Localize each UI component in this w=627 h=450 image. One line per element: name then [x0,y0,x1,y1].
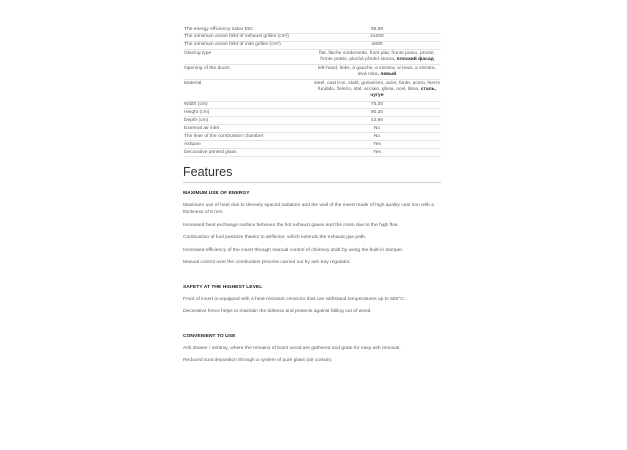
spec-row-height [183,109,441,117]
spec-value-bold: сталь, чугун [370,87,437,99]
spec-label: The energy efficiency index EEI [184,26,253,32]
spec-label: The liner of the combustion chamber [184,133,264,139]
spec-value: No [373,125,381,131]
feature-paragraph: Manual control over the combustion process carried out by ash tray regulator. [183,260,351,266]
spec-value-text: left-hand, links, à gauche, a sinistra, w lewo, a sinistra, levá ruka, [318,66,436,77]
feature-paragraph: Reduced soot deposition through a system of pure glass (air curtain). [183,358,333,364]
spec-value: Yes [373,141,381,147]
spec-row-material [183,80,441,101]
spec-row-eei [183,26,441,33]
spec-row-combustion-liner [183,133,441,141]
spec-label: The minimum active field of exhaust grilles (cm²) [184,34,289,40]
spec-value: Yes [373,149,381,155]
spec-label: Decorative printed glass [184,149,237,155]
spec-row-glazing-type [183,49,441,64]
spec-label: Depth (cm) [184,117,209,123]
feature-section-convenience [183,334,441,365]
spec-value-text: flat, flache vorderseite, front plat, fronte piano, proste, fronte pratto, plochá přední strana, [319,50,435,62]
spec-value-bold: плоский фасад [396,56,434,62]
feature-paragraph: Increased heat exchange surface between the hot exhaust gases and the room due to the high flue. [183,222,399,228]
spec-value [312,49,441,64]
spec-label: The minimum active field of inlet grilles (cm²) [184,42,281,48]
spec-value [312,80,441,101]
feature-section-title: SAFETY AT THE HIGHEST LEVEL [183,284,263,290]
spec-value-bold: левый [380,71,397,77]
spec-row-door-opening [183,65,441,80]
product-content [183,26,441,370]
feature-paragraph: Increased efficiency of the insert through manual control of chimney draft by using the built-in damper. [183,247,404,253]
spec-row-ashpan [183,141,441,149]
spec-value: 43,90 [370,117,384,123]
spec-value [312,65,441,80]
spec-label: Material [184,81,202,87]
spec-row-inlet-grilles [183,41,441,49]
spec-label: Ashpan [184,141,201,147]
features-heading: Features [183,165,441,183]
spec-row-exhaust-grilles [183,33,441,41]
spec-row-depth [183,117,441,125]
spec-label: Height (cm) [184,109,210,115]
feature-paragraph: Front of insert is equipped with a heat-resistant ceramics that can withstand temperatures up to 660°C. [183,296,406,302]
feature-paragraph: Maximum use of heat due to densely spaced radiators and the wall of the insert made of high quality cast iron with a thickness of 8 mm. [183,202,434,216]
spec-value: 90,20 [370,109,384,115]
feature-section-title: MAXIMUM USE OF ENERGY [183,190,250,196]
spec-value-text: steel, cast iron, stahl, gusseisen, acier, fonte, acero, hierro fundido, železo, stal, acciaio, ghisa, ocel, litina, [313,81,441,93]
spec-value: No [373,133,381,139]
feature-paragraph: Ash drawer / ashtray, where the remains of burnt wood are gathered and grate for easy ash removal. [183,345,401,351]
spec-value: ≥1000 [370,34,384,40]
spec-value: 75,00 [370,102,384,108]
spec-value: ≥800 [371,42,383,48]
feature-section-safety [183,285,441,316]
spec-row-external-air-inlet [183,125,441,133]
spec-label: External air inlet [184,125,220,131]
feature-paragraph: Decorative fence helps to maintain the tidiness and protects against falling out of wood. [183,309,372,315]
spec-label: Glazing type [184,50,212,56]
feature-section-energy [183,191,441,267]
spec-row-decorative-glass [183,149,441,157]
feature-section-title: CONVENIENT TO USE [183,333,236,339]
feature-paragraph: Combustion of fuel particles thanks to deflector, which extends the exhaust gas path. [183,235,367,241]
spec-label: Opening of the doors [184,66,230,72]
spec-row-width [183,101,441,109]
spec-value: 98,88 [370,26,384,32]
specifications-table [183,26,441,157]
spec-label: Width (cm) [184,102,208,108]
